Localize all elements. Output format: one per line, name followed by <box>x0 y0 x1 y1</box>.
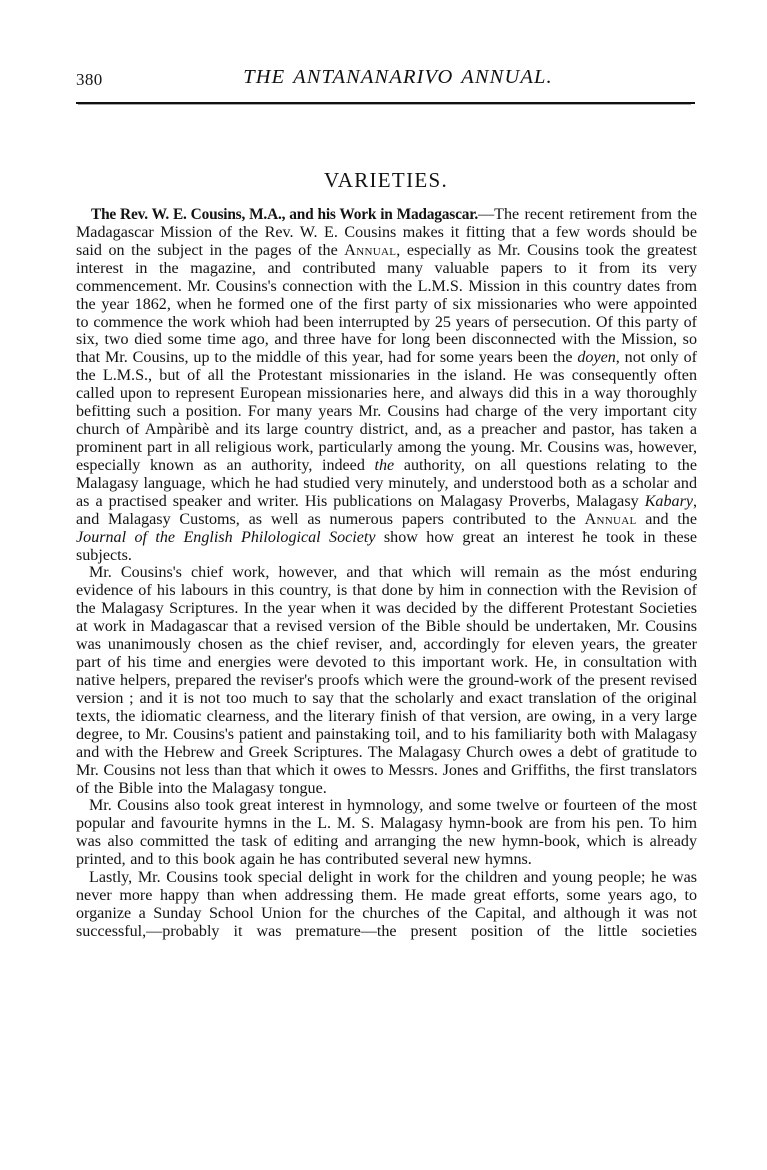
paragraph-1-text-d: authority, on all questions relating to the Malagasy language, which he had studied very minutely, and understood both as a scholar and as a practised speaker and writer. His publications on Malagasy Proverbs, Malagasy <box>76 456 697 510</box>
header-rule <box>76 102 695 104</box>
paragraph-2: Mr. Cousins's chief work, however, and that which will remain as the móst enduring evidence of his labours in this country, is that done by him in connection with the Revision of the Malagasy Scriptures. In the year when it was decided by the different Protestant Societies at work in Madagascar that a revised version of the Bible should be undertaken, Mr. Cousins was unanimously chosen as the chief reviser, and, accordingly for eleven years, the greater part of his time and energies were devoted to this important work. He, in consultation with native helpers, prepared the reviser's proofs which were the ground-work of the present revised version ; and it is not too much to say that the scholarly and exact translation of the original texts, the idiomatic clearness, and the literary finish of that version, are owing, in a very large degree, to Mr. Cousins's patient and painstaking toil, and to his familiarity both with Malagasy and with the Hebrew and Greek Scriptures. The Malagasy Church owes a debt of gratitude to Mr. Cousins not less than that which it owes to Messrs. Jones and Griffiths, the first translators of the Bible into the Malagasy tongue. <box>76 564 697 797</box>
paragraph-1-text-e: , and Malagasy Customs, as well as numerous papers contributed to the <box>76 492 697 528</box>
runin-heading: The Rev. W. E. Cousins, M.A., and his Work in Madagascar. <box>91 206 479 223</box>
paragraph-1-text-g: show how great an interest ħe took in these subjects. <box>76 528 697 564</box>
paragraph-4: Lastly, Mr. Cousins took special delight in work for the children and young people; he was never more happy than when addressing them. He made great efforts, some years ago, to organize a Sunday School Union for the churches of the Capital, and although it was not successful,—probably it was premature—the present position of the little societies <box>76 869 697 940</box>
paragraph-1-text-f: and the <box>636 510 698 528</box>
paragraph-1 <box>76 206 697 564</box>
article-body <box>76 206 697 941</box>
paragraph-1-text-b: , especially as Mr. Cousins took the greatest interest in the magazine, and contributed many valuable papers to it from its very commencement. Mr. Cousins's connection with the L.M.S. Mission in this country dates from the year 1862, when he formed one of the first party of six missionaries who were appointed to commence the work whioh had been interrupted by 25 years of persecution. Of this party of six, two died some time ago, and three have for long been disconnected with the Mission, so that Mr. Cousins, up to the middle of this year, had for some years been the <box>76 241 697 367</box>
paragraph-1-text-a: —The recent retirement from the Madagascar Mission of the Rev. W. E. Cousins makes it fitting that a few words should be said on the subject in the pages of the <box>76 206 697 259</box>
doyen-italic: doyen <box>577 349 616 367</box>
paragraph-1-text-c: , not only of the L.M.S., but of all the Protestant missionaries in the island. He was consequently often called upon to represent European missionaries here, and always did this in a way thoroughly befitting such a position. For many years Mr. Cousins had charge of ŧhe very important city church of Ampàribè and its large country district, and, as a preacher and pastor, has taken a prominent part in all religious work, particularly among the young. Mr. Cousins was, however, especially known as an authority, indeed <box>76 349 697 474</box>
kabary-italic: Kabary <box>644 492 693 510</box>
the-italic-emphasis: the <box>374 456 395 474</box>
section-title: VARIETIES. <box>323 168 449 192</box>
running-head-title: THE ANTANANARIVO ANNUAL. <box>243 66 553 88</box>
journal-title-italic: Journal of the English Philological Society <box>76 528 376 546</box>
paragraph-3: Mr. Cousins also took great interest in hymnology, and some twelve or fourteen of the most popular and favourite hymns in the L. M. S. Malagasy hymn-book are from his pen. To him was also committed the task of editing and arranging the new hymn-book, which is already printed, and to this book again he has contributed several new hymns. <box>76 797 697 869</box>
running-head <box>76 66 696 94</box>
annual-smallcaps-2: Annual <box>584 510 637 528</box>
page-folio-number: 380 <box>76 70 103 89</box>
annual-smallcaps-1: Annual <box>344 241 397 259</box>
